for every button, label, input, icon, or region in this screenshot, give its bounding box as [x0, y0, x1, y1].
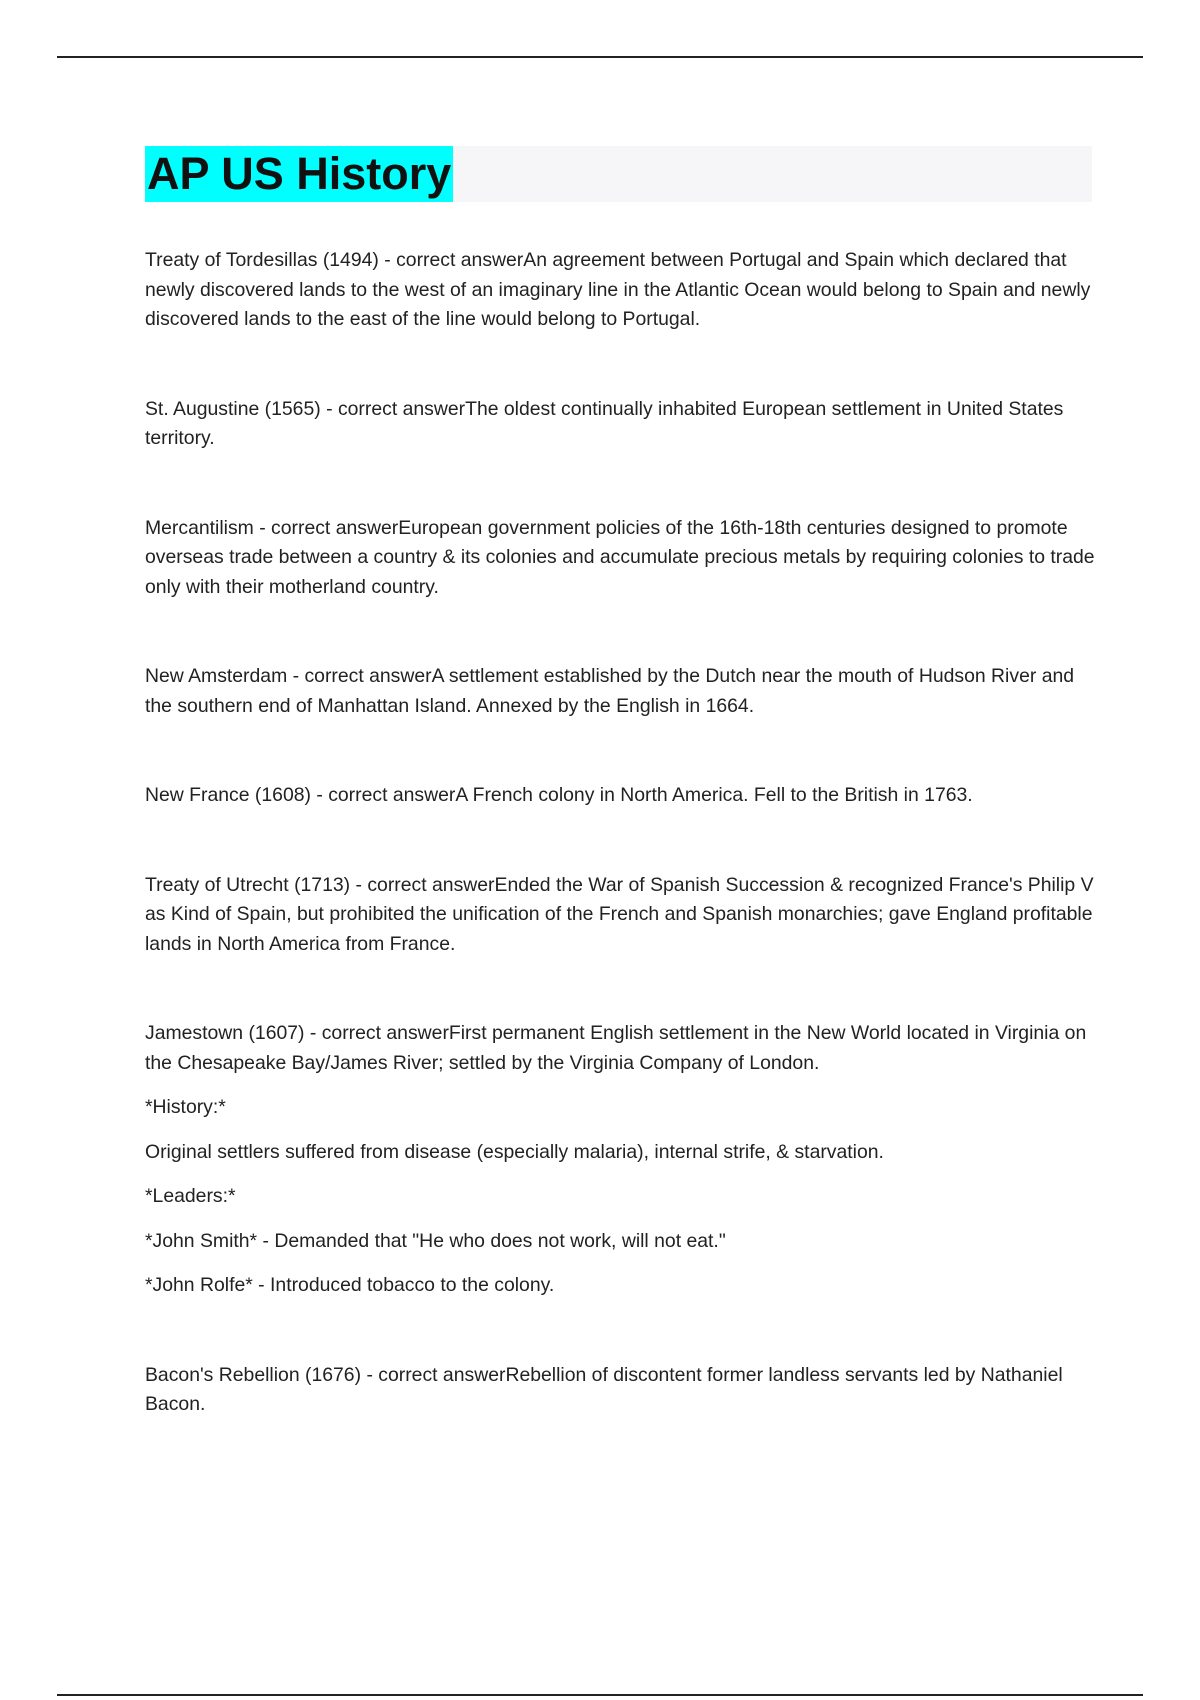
- entry-text: Treaty of Tordesillas (1494) - correct answerAn agreement between Portugal and Spain which declared that newly discovered lands to the west of an imaginary line in the Atlantic Ocean would belong to Spain and newly discovered lands to the east of the line would belong to Portugal.: [145, 249, 1091, 330]
- leader-john-smith: *John Smith* - Demanded that "He who does not work, will not eat.": [145, 1229, 726, 1252]
- entry-st-augustine: [145, 395, 1095, 454]
- entry-mercantilism: [145, 514, 1095, 603]
- entry-text: New France (1608) - correct answerA French colony in North America. Fell to the British in 1763.: [145, 784, 973, 806]
- entry-text: New Amsterdam - correct answerA settlement established by the Dutch near the mouth of Hudson River and the southern end of Manhattan Island. Annexed by the English in 1664.: [145, 665, 1075, 717]
- leader-john-rolfe: *John Rolfe* - Introduced tobacco to the colony.: [145, 1274, 555, 1296]
- page-title: AP US History: [145, 146, 453, 202]
- entry-text: Treaty of Utrecht (1713) - correct answerEnded the War of Spanish Succession & recognized France's Philip V as Kind of Spain, but prohibited the unification of the French and Spanish monarchies; gave England profitable lands in North America from France.: [145, 873, 1094, 955]
- entry-treaty-of-tordesillas: [145, 246, 1095, 335]
- document-body: [145, 246, 1095, 1480]
- entry-text: St. Augustine (1565) - correct answerThe oldest continually inhabited European settlement in United States territory.: [145, 397, 1064, 449]
- entry-new-france: [145, 781, 1095, 811]
- top-rule: [57, 56, 1143, 58]
- entry-jamestown: [145, 1019, 1095, 1301]
- entry-text: Jamestown (1607) - correct answerFirst permanent English settlement in the New World located in Virginia on the Chesapeake Bay/James River; settled by the Virginia Company of London.: [145, 1022, 1087, 1074]
- entry-text: Bacon's Rebellion (1676) - correct answerRebellion of discontent former landless servants led by Nathaniel Bacon.: [145, 1363, 1063, 1415]
- entry-new-amsterdam: [145, 662, 1095, 721]
- entry-treaty-of-utrecht: [145, 871, 1095, 960]
- bottom-rule: [57, 1694, 1143, 1696]
- entry-bacons-rebellion: [145, 1361, 1095, 1420]
- leaders-label: *Leaders:*: [145, 1185, 236, 1207]
- history-label: *History:*: [145, 1096, 226, 1118]
- history-text: Original settlers suffered from disease (especially malaria), internal strife, & starvation.: [145, 1140, 884, 1163]
- entry-text: Mercantilism - correct answerEuropean government policies of the 16th-18th centuries designed to promote overseas trade between a country & its colonies and accumulate precious metals by requiring colonies to trade only with their motherland country.: [145, 516, 1095, 598]
